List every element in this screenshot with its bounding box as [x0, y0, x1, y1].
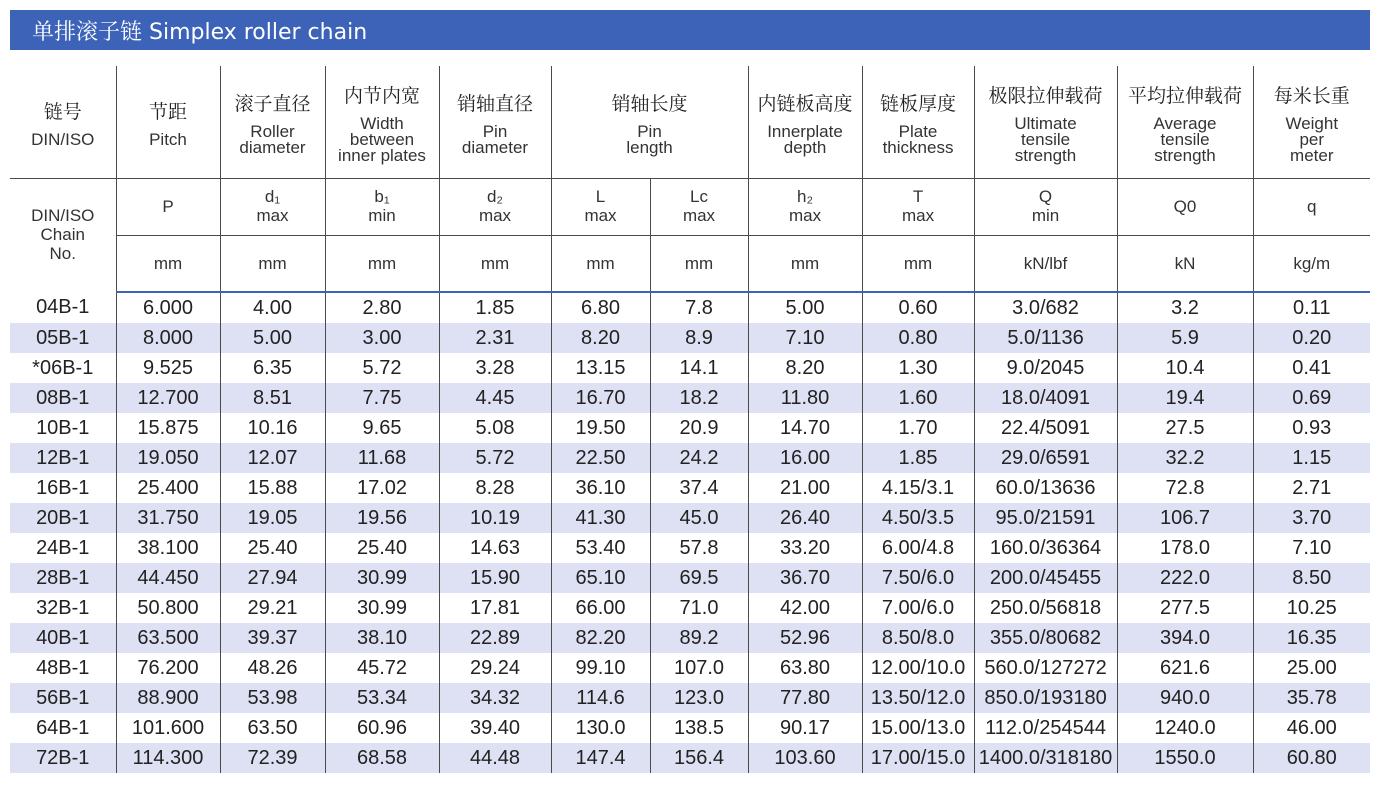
table-cell: 10.16 — [220, 413, 325, 443]
table-row — [10, 623, 1370, 653]
table-cell: 16.35 — [1253, 623, 1370, 653]
table-cell: 8.28 — [439, 473, 551, 503]
column-header — [862, 66, 974, 179]
column-header-en: Pin diameter — [461, 121, 529, 157]
symbol-text: T max — [901, 187, 935, 225]
unit-text: mm — [903, 253, 933, 273]
symbol-text: Q0 — [1173, 196, 1197, 216]
unit-text: mm — [258, 253, 287, 273]
table-row — [10, 383, 1370, 413]
chain-number-cell: 10B-1 — [10, 413, 116, 443]
table-cell: 355.0/80682 — [974, 623, 1117, 653]
unit-cell — [1117, 236, 1253, 293]
table-cell: 90.17 — [748, 713, 862, 743]
table-cell: 14.70 — [748, 413, 862, 443]
column-header-zh: 链板厚度 — [880, 92, 957, 115]
column-header-en: Weight per meter — [1285, 113, 1339, 165]
table-cell: 46.00 — [1253, 713, 1370, 743]
chain-number-cell: 64B-1 — [10, 713, 116, 743]
table-cell: 25.40 — [220, 533, 325, 563]
table-row — [10, 653, 1370, 683]
table-cell: 0.11 — [1253, 292, 1370, 323]
table-cell: 1400.0/318180 — [974, 743, 1117, 773]
table-cell: 30.99 — [325, 563, 439, 593]
unit-cell — [220, 236, 325, 293]
table-cell: 31.750 — [116, 503, 220, 533]
table-cell: 53.40 — [551, 533, 650, 563]
unit-text: mm — [684, 253, 714, 273]
table-cell: 14.63 — [439, 533, 551, 563]
table-row — [10, 533, 1370, 563]
table-cell: 25.400 — [116, 473, 220, 503]
symbol-cell — [1253, 179, 1370, 236]
table-cell: 8.9 — [650, 323, 748, 353]
unit-cell — [748, 236, 862, 293]
table-cell: 12.700 — [116, 383, 220, 413]
symbol-text: b₁ min — [368, 187, 396, 225]
chain-no-label — [10, 179, 116, 293]
table-row — [10, 443, 1370, 473]
table-cell: 12.00/10.0 — [862, 653, 974, 683]
table-cell: 68.58 — [325, 743, 439, 773]
table-cell: 2.80 — [325, 292, 439, 323]
column-header — [551, 66, 748, 179]
table-cell: 8.50/8.0 — [862, 623, 974, 653]
table-cell: 250.0/56818 — [974, 593, 1117, 623]
table-cell: 5.00 — [748, 292, 862, 323]
table-cell: 41.30 — [551, 503, 650, 533]
column-header-zh: 滚子直径 — [234, 92, 311, 115]
table-cell: 3.00 — [325, 323, 439, 353]
chain-number-cell: 48B-1 — [10, 653, 116, 683]
table-cell: 0.93 — [1253, 413, 1370, 443]
table-cell: 37.4 — [650, 473, 748, 503]
table-cell: 60.0/13636 — [974, 473, 1117, 503]
table-row — [10, 503, 1370, 533]
column-header-zh: 销轴直径 — [456, 92, 533, 115]
table-cell: 13.15 — [551, 353, 650, 383]
table-cell: 63.50 — [220, 713, 325, 743]
table-cell: 63.500 — [116, 623, 220, 653]
column-header-zh: 链号 — [43, 100, 82, 123]
table-cell: 6.00/4.8 — [862, 533, 974, 563]
unit-cell — [974, 236, 1117, 293]
table-row — [10, 353, 1370, 383]
unit-cell — [551, 236, 650, 293]
column-header-en: Roller diameter — [239, 121, 306, 157]
table-cell: 1.85 — [862, 443, 974, 473]
chain-number-cell: *06B-1 — [10, 353, 116, 383]
symbol-cell — [748, 179, 862, 236]
unit-cell — [1253, 236, 1370, 293]
table-cell: 3.70 — [1253, 503, 1370, 533]
column-header — [1253, 66, 1370, 179]
table-cell: 0.60 — [862, 292, 974, 323]
chain-number-cell: 16B-1 — [10, 473, 116, 503]
table-cell: 222.0 — [1117, 563, 1253, 593]
table-cell: 32.2 — [1117, 443, 1253, 473]
table-cell: 178.0 — [1117, 533, 1253, 563]
table-cell: 107.0 — [650, 653, 748, 683]
table-cell: 27.94 — [220, 563, 325, 593]
table-cell: 7.10 — [1253, 533, 1370, 563]
table-cell: 22.89 — [439, 623, 551, 653]
table-cell: 10.4 — [1117, 353, 1253, 383]
unit-cell — [650, 236, 748, 293]
table-cell: 82.20 — [551, 623, 650, 653]
column-header-en: DIN/ISO — [31, 129, 95, 149]
header-symbol-row — [10, 179, 1370, 236]
header-name-row — [10, 66, 1370, 179]
column-header — [439, 66, 551, 179]
table-cell: 4.45 — [439, 383, 551, 413]
table-cell: 3.28 — [439, 353, 551, 383]
table-cell: 19.4 — [1117, 383, 1253, 413]
table-cell: 5.9 — [1117, 323, 1253, 353]
table-cell: 20.9 — [650, 413, 748, 443]
unit-text: kN/lbf — [1023, 253, 1068, 273]
chain-number-cell: 72B-1 — [10, 743, 116, 773]
table-cell: 15.90 — [439, 563, 551, 593]
table-cell: 39.40 — [439, 713, 551, 743]
table-cell: 53.34 — [325, 683, 439, 713]
unit-cell — [439, 236, 551, 293]
table-cell: 57.8 — [650, 533, 748, 563]
symbol-cell — [862, 179, 974, 236]
table-cell: 11.68 — [325, 443, 439, 473]
unit-text: mm — [586, 253, 615, 273]
table-cell: 69.5 — [650, 563, 748, 593]
table-cell: 26.40 — [748, 503, 862, 533]
unit-cell — [116, 236, 220, 293]
table-cell: 25.00 — [1253, 653, 1370, 683]
chain-number-cell: 24B-1 — [10, 533, 116, 563]
table-cell: 9.0/2045 — [974, 353, 1117, 383]
table-cell: 1.70 — [862, 413, 974, 443]
table-cell: 9.525 — [116, 353, 220, 383]
table-cell: 17.02 — [325, 473, 439, 503]
table-row — [10, 292, 1370, 323]
table-cell: 15.00/13.0 — [862, 713, 974, 743]
table-cell: 114.6 — [551, 683, 650, 713]
table-row — [10, 413, 1370, 443]
column-header-zh: 销轴长度 — [611, 92, 688, 115]
table-cell: 53.98 — [220, 683, 325, 713]
symbol-cell — [974, 179, 1117, 236]
table-cell: 29.0/6591 — [974, 443, 1117, 473]
chain-number-cell: 40B-1 — [10, 623, 116, 653]
chain-number-cell: 04B-1 — [10, 292, 116, 323]
header-unit-row — [10, 236, 1370, 293]
unit-text: mm — [153, 253, 183, 273]
table-cell: 72.39 — [220, 743, 325, 773]
table-cell: 8.20 — [748, 353, 862, 383]
table-cell: 14.1 — [650, 353, 748, 383]
table-cell: 76.200 — [116, 653, 220, 683]
column-header-en: Ultimate tensile strength — [1014, 113, 1077, 165]
column-header-en: Innerplate depth — [767, 121, 843, 157]
table-cell: 22.4/5091 — [974, 413, 1117, 443]
table-cell: 1550.0 — [1117, 743, 1253, 773]
unit-cell — [325, 236, 439, 293]
table-cell: 33.20 — [748, 533, 862, 563]
symbol-text: L max — [584, 187, 617, 225]
column-header-en: Width between inner plates — [338, 113, 426, 165]
table-cell: 16.70 — [551, 383, 650, 413]
chain-number-cell: 05B-1 — [10, 323, 116, 353]
symbol-text: d₂ max — [478, 187, 512, 225]
column-header-zh: 节距 — [148, 100, 187, 123]
chain-spec-table — [10, 66, 1370, 773]
table-cell: 200.0/45455 — [974, 563, 1117, 593]
table-cell: 1240.0 — [1117, 713, 1253, 743]
table-cell: 4.00 — [220, 292, 325, 323]
table-cell: 44.450 — [116, 563, 220, 593]
table-cell: 60.80 — [1253, 743, 1370, 773]
table-cell: 39.37 — [220, 623, 325, 653]
table-cell: 22.50 — [551, 443, 650, 473]
chain-number-cell: 20B-1 — [10, 503, 116, 533]
table-cell: 4.15/3.1 — [862, 473, 974, 503]
table-cell: 0.80 — [862, 323, 974, 353]
chain-no-text: DIN/ISO Chain No. — [31, 206, 95, 263]
column-header-zh: 极限拉伸载荷 — [988, 84, 1103, 107]
table-cell: 130.0 — [551, 713, 650, 743]
symbol-text: Q min — [1031, 187, 1060, 225]
table-cell: 394.0 — [1117, 623, 1253, 653]
symbol-cell — [220, 179, 325, 236]
unit-text: mm — [367, 253, 397, 273]
chain-number-cell: 12B-1 — [10, 443, 116, 473]
table-row — [10, 563, 1370, 593]
symbol-text: h₂ max — [788, 187, 822, 225]
table-cell: 66.00 — [551, 593, 650, 623]
table-cell: 1.15 — [1253, 443, 1370, 473]
table-cell: 35.78 — [1253, 683, 1370, 713]
table-cell: 138.5 — [650, 713, 748, 743]
table-cell: 16.00 — [748, 443, 862, 473]
table-cell: 48.26 — [220, 653, 325, 683]
chain-number-cell: 28B-1 — [10, 563, 116, 593]
symbol-text: d₁ max — [256, 187, 289, 225]
table-cell: 940.0 — [1117, 683, 1253, 713]
table-cell: 114.300 — [116, 743, 220, 773]
table-cell: 18.2 — [650, 383, 748, 413]
table-cell: 17.81 — [439, 593, 551, 623]
chain-number-cell: 08B-1 — [10, 383, 116, 413]
table-cell: 65.10 — [551, 563, 650, 593]
table-cell: 13.50/12.0 — [862, 683, 974, 713]
symbol-cell — [439, 179, 551, 236]
table-cell: 5.0/1136 — [974, 323, 1117, 353]
table-cell: 42.00 — [748, 593, 862, 623]
column-header — [748, 66, 862, 179]
table-cell: 8.20 — [551, 323, 650, 353]
table-cell: 0.69 — [1253, 383, 1370, 413]
symbol-cell — [116, 179, 220, 236]
table-cell: 19.050 — [116, 443, 220, 473]
table-cell: 7.10 — [748, 323, 862, 353]
symbol-text: Lc max — [682, 187, 716, 225]
table-cell: 25.40 — [325, 533, 439, 563]
symbol-cell — [650, 179, 748, 236]
table-cell: 160.0/36364 — [974, 533, 1117, 563]
symbol-cell — [325, 179, 439, 236]
table-cell: 50.800 — [116, 593, 220, 623]
column-header — [974, 66, 1117, 179]
table-cell: 2.31 — [439, 323, 551, 353]
column-header-en: Plate thickness — [882, 121, 954, 157]
table-cell: 1.30 — [862, 353, 974, 383]
table-cell: 36.10 — [551, 473, 650, 503]
table-cell: 11.80 — [748, 383, 862, 413]
table-cell: 112.0/254544 — [974, 713, 1117, 743]
table-cell: 8.51 — [220, 383, 325, 413]
column-header — [1117, 66, 1253, 179]
column-header — [220, 66, 325, 179]
table-cell: 38.10 — [325, 623, 439, 653]
table-cell: 8.000 — [116, 323, 220, 353]
table-cell: 156.4 — [650, 743, 748, 773]
table-cell: 106.7 — [1117, 503, 1253, 533]
table-row — [10, 473, 1370, 503]
table-cell: 5.72 — [325, 353, 439, 383]
table-cell: 15.875 — [116, 413, 220, 443]
table-cell: 9.65 — [325, 413, 439, 443]
symbol-cell — [1117, 179, 1253, 236]
table-cell: 29.24 — [439, 653, 551, 683]
table-cell: 60.96 — [325, 713, 439, 743]
table-cell: 24.2 — [650, 443, 748, 473]
symbol-cell — [551, 179, 650, 236]
table-cell: 147.4 — [551, 743, 650, 773]
table-cell: 34.32 — [439, 683, 551, 713]
table-cell: 45.0 — [650, 503, 748, 533]
table-row — [10, 593, 1370, 623]
table-cell: 38.100 — [116, 533, 220, 563]
table-cell: 18.0/4091 — [974, 383, 1117, 413]
table-cell: 19.05 — [220, 503, 325, 533]
table-cell: 3.0/682 — [974, 292, 1117, 323]
table-cell: 101.600 — [116, 713, 220, 743]
table-cell: 72.8 — [1117, 473, 1253, 503]
table-body — [10, 292, 1370, 773]
table-cell: 0.20 — [1253, 323, 1370, 353]
table-cell: 7.75 — [325, 383, 439, 413]
unit-text: mm — [790, 253, 820, 273]
symbol-text: P — [162, 196, 174, 216]
table-cell: 6.80 — [551, 292, 650, 323]
table-cell: 10.25 — [1253, 593, 1370, 623]
table-header — [10, 66, 1370, 292]
chain-number-cell: 32B-1 — [10, 593, 116, 623]
column-header-en: Pin length — [626, 121, 673, 157]
column-header-zh: 平均拉伸载荷 — [1128, 84, 1243, 107]
table-cell: 621.6 — [1117, 653, 1253, 683]
table-cell: 63.80 — [748, 653, 862, 683]
table-cell: 17.00/15.0 — [862, 743, 974, 773]
table-cell: 7.8 — [650, 292, 748, 323]
column-header-zh: 每米长重 — [1273, 84, 1350, 107]
table-row — [10, 713, 1370, 743]
column-header-zh: 内节内宽 — [343, 84, 420, 107]
table-cell: 52.96 — [748, 623, 862, 653]
unit-text: mm — [480, 253, 510, 273]
table-cell: 30.99 — [325, 593, 439, 623]
table-row — [10, 683, 1370, 713]
column-header — [10, 66, 116, 179]
table-cell: 1.60 — [862, 383, 974, 413]
table-cell: 8.50 — [1253, 563, 1370, 593]
title-bar — [10, 10, 1370, 50]
table-cell: 89.2 — [650, 623, 748, 653]
table-cell: 10.19 — [439, 503, 551, 533]
table-cell: 123.0 — [650, 683, 748, 713]
table-cell: 27.5 — [1117, 413, 1253, 443]
table-cell: 19.50 — [551, 413, 650, 443]
table-cell: 2.71 — [1253, 473, 1370, 503]
table-cell: 12.07 — [220, 443, 325, 473]
unit-text: kg/m — [1293, 253, 1331, 273]
table-cell: 7.00/6.0 — [862, 593, 974, 623]
table-cell: 29.21 — [220, 593, 325, 623]
table-cell: 0.41 — [1253, 353, 1370, 383]
column-header — [325, 66, 439, 179]
table-cell: 3.2 — [1117, 292, 1253, 323]
table-row — [10, 323, 1370, 353]
table-cell: 560.0/127272 — [974, 653, 1117, 683]
table-cell: 103.60 — [748, 743, 862, 773]
column-header-zh: 内链板高度 — [757, 92, 853, 115]
table-cell: 5.08 — [439, 413, 551, 443]
table-cell: 5.00 — [220, 323, 325, 353]
table-cell: 44.48 — [439, 743, 551, 773]
table-cell: 88.900 — [116, 683, 220, 713]
column-header — [116, 66, 220, 179]
table-cell: 21.00 — [748, 473, 862, 503]
unit-text: kN — [1174, 253, 1196, 273]
table-cell: 277.5 — [1117, 593, 1253, 623]
table-cell: 5.72 — [439, 443, 551, 473]
table-cell: 36.70 — [748, 563, 862, 593]
table-cell: 95.0/21591 — [974, 503, 1117, 533]
table-cell: 77.80 — [748, 683, 862, 713]
table-cell: 850.0/193180 — [974, 683, 1117, 713]
symbol-text: q — [1307, 196, 1317, 216]
table-cell: 45.72 — [325, 653, 439, 683]
table-cell: 71.0 — [650, 593, 748, 623]
column-header-en: Average tensile strength — [1153, 113, 1217, 165]
table-cell: 1.85 — [439, 292, 551, 323]
table-cell: 6.000 — [116, 292, 220, 323]
page-title: 单排滚子链 Simplex roller chain — [32, 19, 368, 45]
table-cell: 7.50/6.0 — [862, 563, 974, 593]
table-cell: 99.10 — [551, 653, 650, 683]
table-cell: 15.88 — [220, 473, 325, 503]
unit-cell — [862, 236, 974, 293]
table-cell: 4.50/3.5 — [862, 503, 974, 533]
table-cell: 6.35 — [220, 353, 325, 383]
table-row — [10, 743, 1370, 773]
table-cell: 19.56 — [325, 503, 439, 533]
chain-number-cell: 56B-1 — [10, 683, 116, 713]
column-header-en: Pitch — [149, 129, 187, 149]
